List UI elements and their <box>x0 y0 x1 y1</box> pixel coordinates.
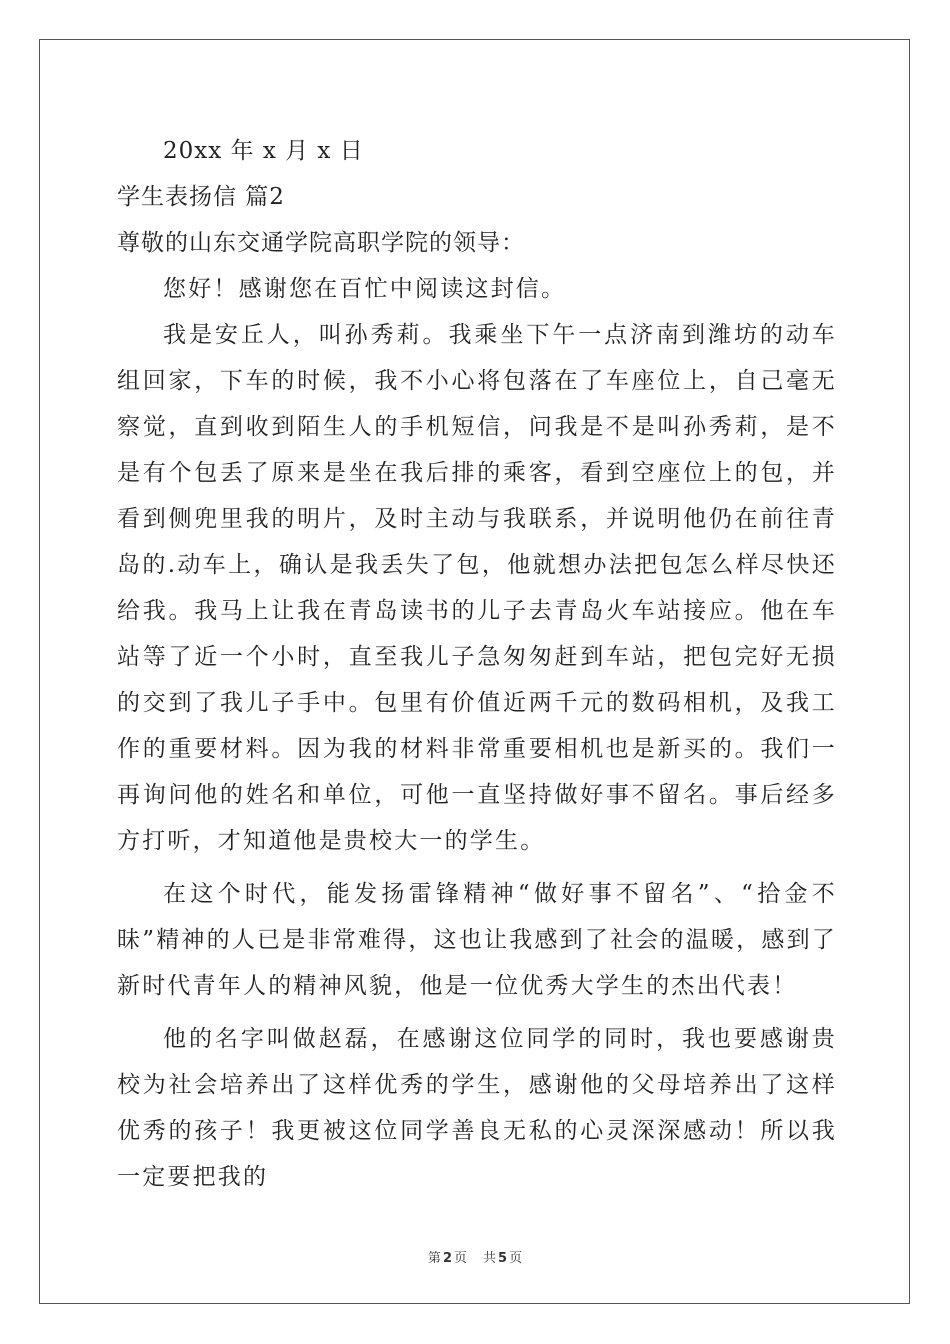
document-heading: 学生表扬信 篇2 <box>117 184 285 210</box>
paragraph: 您好！感谢您在百忙中阅读这封信。 <box>163 276 567 302</box>
page-total: 共 5 页 <box>483 1251 523 1266</box>
document-body <box>117 128 837 1200</box>
paragraph: 他的名字叫做赵磊，在感谢这位同学的同时，我也要感谢贵校为社会培养出了这样优秀的学生，感谢他的父母培养出了这样优秀的孩子！我更被这位同学善良无私的心灵深深感动！所以我一定要把我的 <box>117 1026 837 1190</box>
page-number: 第 2 页 <box>427 1251 467 1266</box>
paragraph: 在这个时代，能发扬雷锋精神“做好事不留名”、“拾金不昧”精神的人已是非常难得，这也让我感到了社会的温暖，感到了新时代青年人的精神风貌，他是一位优秀大学生的杰出代表！ <box>117 881 837 999</box>
date-line: 20xx 年 x 月 x 日 <box>163 138 364 164</box>
paragraph: 我是安丘人，叫孙秀莉。我乘坐下午一点济南到潍坊的动车组回家，下车的时候，我不小心将包落在了车座位上，自己毫无察觉，直到收到陌生人的手机短信，问我是不是叫孙秀莉，是不是有个包丢了原来是坐在我后排的乘客，看到空座位上的包，并看到侧兜里我的明片，及时主动与我联系，并说明他仍在前往青岛的.动车上，确认是我丢失了包，他就想办法把包怎么样尽快还给我。我马上让我在青岛读书的儿子去青岛火车站接应。他在车站等了近一个小时，直至我儿子急匆匆赶到车站，把包完好无损的交到了我儿子手中。包里有价值近两千元的数码相机，及我工作的重要材料。因为我的材料非常重要相机也是新买的。我们一再询问他的姓名和单位，可他一直坚持做好事不留名。事后经多方打听，才知道他是贵校大一的学生。 <box>117 322 837 854</box>
salutation: 尊敬的山东交通学院高职学院的领导： <box>117 230 525 256</box>
page-footer <box>0 1247 950 1266</box>
